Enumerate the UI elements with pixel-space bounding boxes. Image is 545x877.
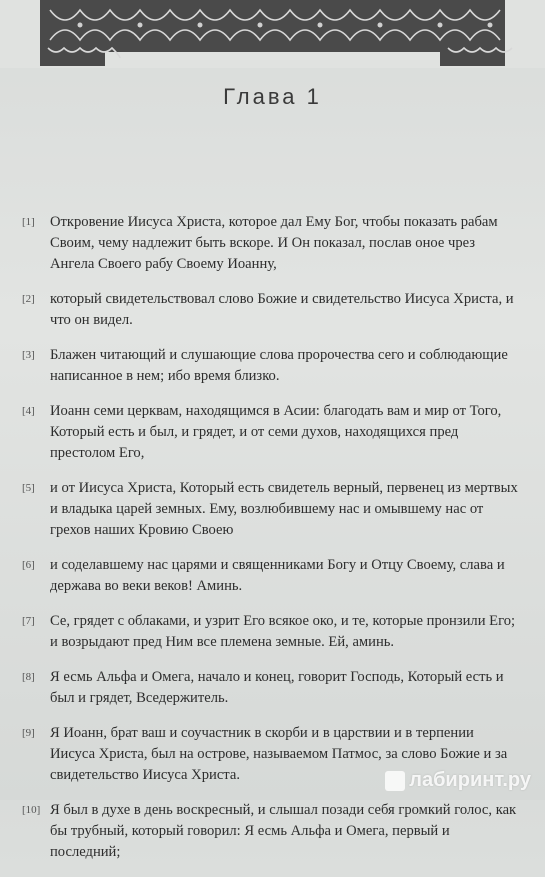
- verse-text: Я есмь Альфа и Омега, начало и конец, говорит Господь, Который есть и был и грядет, Вседержитель.: [50, 669, 504, 706]
- verse-number: [6]: [22, 559, 35, 571]
- verse-number: [9]: [22, 727, 35, 739]
- verse-1: [22, 212, 522, 275]
- chapter-title: Глава 1: [223, 84, 322, 109]
- verse-7: [22, 611, 522, 653]
- verse-3: [22, 345, 522, 387]
- verse-text: Я Иоанн, брат ваш и соучастник в скорби и в царствии и в терпении Иисуса Христа, был на острове, называемом Патмос, за слово Божие и за свидетельство Иисуса Христа.: [50, 725, 508, 783]
- verse-8: [22, 667, 522, 709]
- verse-4: [22, 401, 522, 464]
- verse-text: Я был в духе в день воскресный, и слышал позади себя громкий голос, как бы трубный, который говорил: Я есмь Альфа и Омега, первый и последний;: [50, 802, 517, 860]
- verse-6: [22, 555, 522, 597]
- verse-number: [1]: [22, 216, 35, 228]
- labirint-logo-icon: [385, 771, 405, 791]
- verse-text: который свидетельствовал слово Божие и свидетельство Иисуса Христа, и что он видел.: [50, 291, 514, 328]
- verse-number: [4]: [22, 405, 35, 417]
- verse-number: [5]: [22, 482, 35, 494]
- verse-text: и от Иисуса Христа, Который есть свидетель верный, первенец из мертвых и владыка царей земных. Ему, возлюбившему нас и омывшему нас от грехов наших Кровию Своею: [50, 480, 518, 538]
- verse-text: Откровение Иисуса Христа, которое дал Ему Бог, чтобы показать рабам Своим, чему надлежит быть вскоре. И Он показал, послав оное чрез Ангела Своего рабу Своему Иоанну,: [50, 214, 498, 272]
- verse-text: Иоанн семи церквам, находящимся в Асии: благодать вам и мир от Того, Который есть и был, и грядет, и от семи духов, находящихся пред престолом Его,: [50, 403, 502, 461]
- verse-number: [7]: [22, 615, 35, 627]
- verse-text: Блажен читающий и слушающие слова пророчества сего и соблюдающие написанное в нем; ибо время близко.: [50, 347, 508, 384]
- verse-number: [3]: [22, 349, 35, 361]
- site-watermark: [385, 769, 531, 792]
- verse-text: и соделавшему нас царями и священниками Богу и Отцу Своему, слава и держава во веки веков! Аминь.: [50, 557, 505, 594]
- watermark-text: лабиринт.ру: [409, 769, 531, 791]
- verse-number: [10]: [22, 804, 41, 816]
- verse-2: [22, 289, 522, 331]
- verse-text: Се, грядет с облаками, и узрит Его всякое око, и те, которые пронзили Его; и возрыдают пред Ним все племена земные. Ей, аминь.: [50, 613, 516, 650]
- verse-10: [22, 800, 522, 863]
- verse-5: [22, 478, 522, 541]
- header-ornament: [0, 0, 545, 68]
- verse-number: [2]: [22, 293, 35, 305]
- verse-number: [8]: [22, 671, 35, 683]
